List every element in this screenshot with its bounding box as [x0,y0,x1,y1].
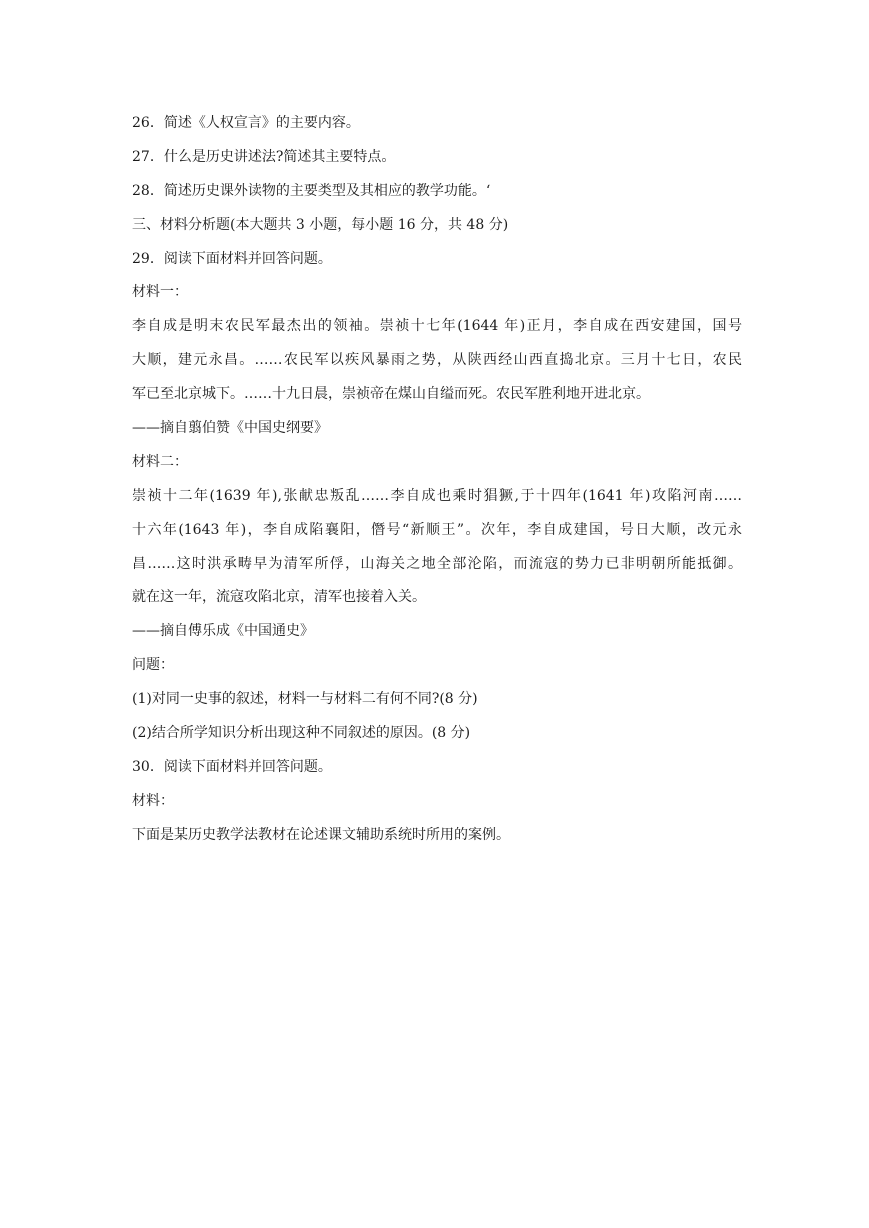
section-heading-material-analysis: 三、材料分析题(本大题共 3 小题，每小题 16 分，共 48 分) [132,216,509,233]
question-29: 29．阅读下面材料并回答问题。 [132,250,332,267]
material-label: 材料： [132,792,174,809]
material-two-text-line-2: 十六年(1643 年)，李自成陷襄阳，僭号“新顺王”。次年，李自成建国，号日大顺，改元永 [132,521,742,538]
question-30: 30．阅读下面材料并回答问题。 [132,758,332,775]
question-27: 27．什么是历史讲述法?简述其主要特点。 [132,148,396,165]
question-28: 28．简述历史课外读物的主要类型及其相应的教学功能。‘ [132,182,491,199]
question-26: 26．简述《人权宣言》的主要内容。 [132,115,360,131]
material-text: 下面是某历史教学法教材在论述课文辅助系统时所用的案例。 [132,826,510,843]
document-body [132,110,742,856]
material-one-text-line-3: 军已至北京城下。……十九日晨，崇祯帝在煤山自缢而死。农民军胜利地开进北京。 [132,386,650,403]
material-one-source: ——摘自翦伯赞《中国史纲要》 [132,420,328,437]
material-one-label: 材料一： [132,284,188,301]
material-two-text-line-1: 崇祯十二年(1639 年),张献忠叛乱……李自成也乘时猖獗,于十四年(1641 年)攻陷河南…… [132,487,742,504]
material-one-text-line-1: 李自成是明末农民军最杰出的领袖。崇祯十七年(1644 年)正月，李自成在西安建国，国号 [132,318,742,335]
material-one-text-line-2: 大顺，建元永昌。……农民军以疾风暴雨之势，从陕西经山西直捣北京。三月十七日，农民 [132,352,742,369]
material-two-text-line-3: 昌……这时洪承畴早为清军所俘，山海关之地全部沦陷，而流寇的势力已非明朝所能抵御。 [132,555,742,572]
questions-label: 问题： [132,657,174,674]
sub-question-2: (2)结合所学知识分析出现这种不同叙述的原因。(8 分) [132,725,471,742]
material-two-source: ——摘自傅乐成《中国通史》 [132,623,314,640]
sub-question-1: (1)对同一史事的叙述，材料一与材料二有何不同?(8 分) [132,691,478,708]
material-two-label: 材料二： [132,453,188,470]
material-two-text-line-4: 就在这一年，流寇攻陷北京，清军也接着入关。 [132,589,426,606]
